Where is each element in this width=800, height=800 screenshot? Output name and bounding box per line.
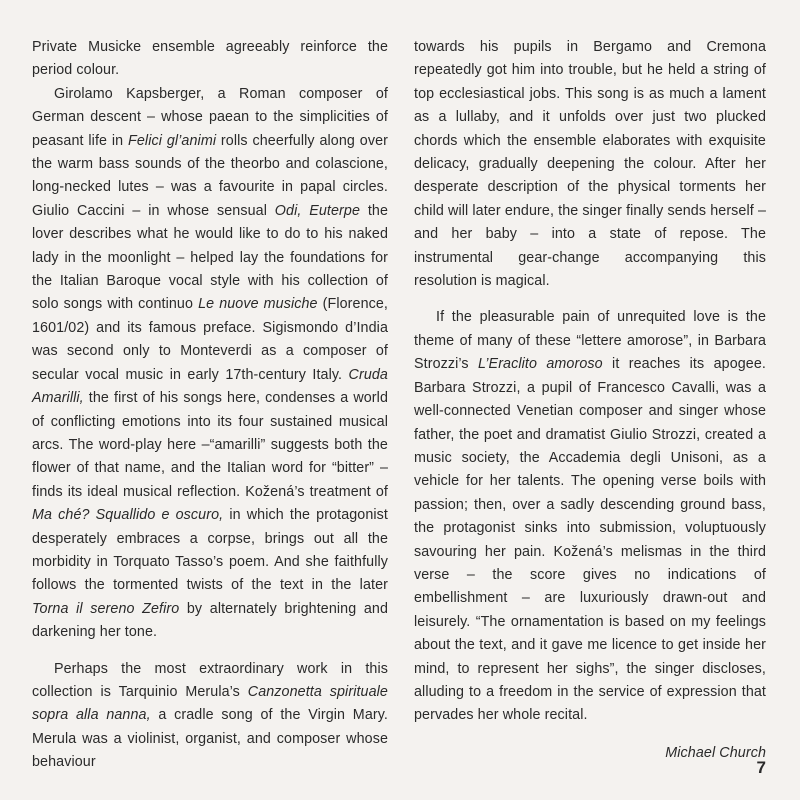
text-run: a cradle song of the Virgin Mary. Merula was a violinist, organist, and composer whose behaviour <box>32 707 388 771</box>
text-run: by alternately brightening and darkening her tone. <box>32 600 388 641</box>
text-run: If the pleasurable pain of unrequited love is the theme of many of these “lettere amorose”, in Barbara Strozzi’s <box>414 309 766 373</box>
text-run: in which the protagonist desperately embraces a corpse, brings out all the morbidity in Torquato Tasso’s poem. And she faithfully follows the tormented twists of the text in the later <box>32 507 389 594</box>
text-run: the first of his songs here, condenses a world of conflicting emotions into its four sustained musical arcs. The word-play here –“amarilli” suggests both the flower of that name, and the Italian word for “bitter” – finds its ideal musical reflection. Kožená’s treatment of <box>32 390 388 500</box>
text-run: it reaches its apogee. Barbara Strozzi, a pupil of Francesco Cavalli, was a well-connected Venetian composer and singer whose father, the poet and dramatist Giulio Strozzi, created a music society, the Accademia degli Unisoni, as a vehicle for her talents. The opening verse boils with passion; then, over a sadly descending ground bass, the protagonist sinks into submission, voluptuously savouring her pain. Kožená’s melismas in the third verse – the score gives no indications of embellishment – are luxuriously drawn-out and leisurely. “The ornamentation is based on my feelings about the text, and it gave me licence to get inside her mind, to represent her sighs”, the singer discloses, alluding to a freedom in the service of expression that pervades her whole recital. <box>414 356 766 724</box>
song-title: Cruda Amarilli, <box>32 366 388 407</box>
page-number: 7 <box>756 758 766 777</box>
collection-title: Le nuove musiche <box>198 296 318 313</box>
song-title: Canzonetta spirituale sopra alla nanna, <box>32 683 388 724</box>
author-signature: Michael Church <box>665 744 766 761</box>
paragraph-merula <box>32 658 388 775</box>
song-title: Ma ché? Squallido e oscuro, <box>32 507 224 524</box>
text-run: Girolamo Kapsberger, a Roman composer of German descent – whose paean to the simplicities of peasant life in <box>32 85 388 149</box>
text-run: rolls cheerfully along over the warm bass sounds of the theorbo and colascione, long-necked lutes – was a favourite in papal circles. Giulio Caccini – in whose sensual <box>32 132 388 219</box>
text-run: (Florence, 1601/02) and its famous preface. Sigismondo d’India was second only to Monteverdi as a composer of secular vocal music in early 17th-century Italy. <box>32 296 388 383</box>
paragraph-kapsberger <box>32 83 388 645</box>
paragraph-continued: Private Musicke ensemble agreeably reinforce the period colour. <box>32 39 388 79</box>
text-run: the lover describes what he would like to do to his naked lady in the moonlight – helped lay the foundations for the Italian Baroque vocal style with his collection of solo songs with continuo <box>32 202 389 313</box>
right-column <box>414 36 766 765</box>
text-run: Perhaps the most extraordinary work in this collection is Tarquinio Merula’s <box>32 660 388 700</box>
paragraph-strozzi <box>414 306 766 727</box>
song-title: Torna il sereno Zefiro <box>32 600 180 617</box>
song-title: Felici gl’animi <box>128 132 217 149</box>
song-title: L’Eraclito amoroso <box>478 356 603 373</box>
song-title: Odi, Euterpe <box>274 202 361 219</box>
paragraph-continued: towards his pupils in Bergamo and Cremona repeatedly got him into trouble, but he held a string of top ecclesiastical jobs. This song is as much a lament as a lullaby, and it unfolds over just two plucked chords which the ensemble elaborates with exquisite delicacy, gradually deepening the colour. After her desperate description of the physical torments her child will later endure, the singer finally sends herself – and her baby – into a state of repose. The instrumental gear-change accompanying this resolution is magical. <box>414 39 766 290</box>
left-column <box>32 36 388 775</box>
